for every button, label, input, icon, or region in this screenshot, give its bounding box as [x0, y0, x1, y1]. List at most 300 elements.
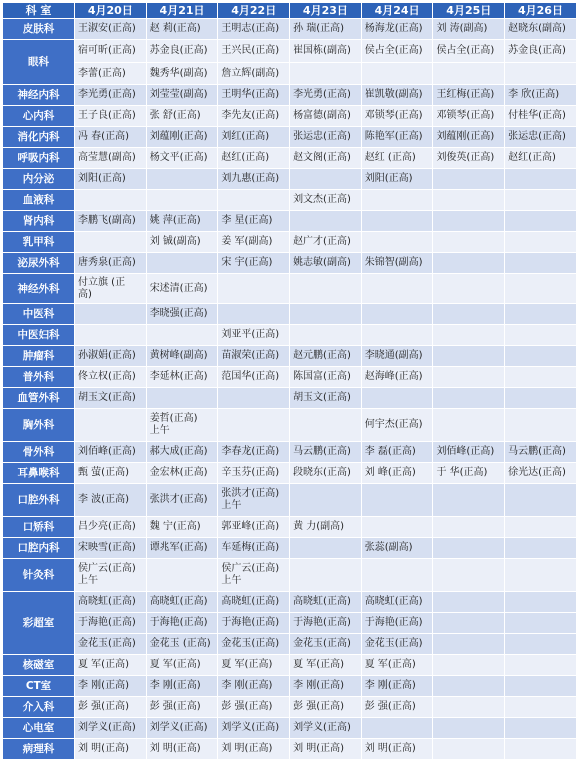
doctor-cell [75, 538, 147, 559]
doctor-cell [146, 613, 218, 634]
doctor-cell [361, 613, 433, 634]
doctor-cell [361, 538, 433, 559]
doctor-cell [505, 655, 577, 676]
doctor-entry: 刘 铖(副高) [149, 236, 201, 247]
doctor-entry: 李晓强(正高) [149, 308, 208, 319]
doctor-cell [75, 148, 147, 169]
doctor-entry: 李春龙(正高) [221, 446, 280, 457]
department-name: 口腔内科 [3, 538, 75, 559]
doctor-cell [290, 655, 362, 676]
doctor-cell [218, 409, 290, 442]
doctor-cell [505, 559, 577, 592]
doctor-entry: 高莹慧(副高) [78, 152, 136, 163]
doctor-entry: 马云鹏(正高) [293, 446, 351, 457]
department-name: 普外科 [3, 367, 75, 388]
doctor-entry: 苏金良(正高) [508, 45, 566, 56]
doctor-cell [505, 19, 577, 40]
doctor-cell [361, 346, 433, 367]
doctor-entry: 金花玉(正高) [221, 638, 280, 649]
doctor-entry: 姜 军(副高) [221, 236, 273, 247]
doctor-cell [146, 676, 218, 697]
doctor-cell [433, 463, 505, 484]
doctor-cell [218, 718, 290, 739]
table-row [3, 463, 577, 484]
doctor-cell [146, 442, 218, 463]
date-header: 4月25日 [433, 3, 505, 19]
department-name: 针灸科 [3, 559, 75, 592]
doctor-cell [433, 484, 505, 517]
doctor-cell [218, 274, 290, 304]
doctor-cell [433, 655, 505, 676]
doctor-cell [218, 253, 290, 274]
doctor-cell [433, 232, 505, 253]
doctor-cell [290, 592, 362, 613]
doctor-cell [290, 325, 362, 346]
doctor-cell [361, 592, 433, 613]
doctor-cell [218, 190, 290, 211]
doctor-cell [146, 19, 218, 40]
doctor-entry: 刘 明(正高) [364, 743, 416, 754]
doctor-cell [75, 63, 147, 85]
table-row [3, 655, 577, 676]
doctor-entry: 朱锦智(副高) [364, 257, 423, 268]
doctor-cell [433, 304, 505, 325]
doctor-entry: 苗淑荣(正高) [221, 350, 280, 361]
doctor-cell [290, 388, 362, 409]
doctor-cell [361, 169, 433, 190]
doctor-cell [290, 409, 362, 442]
doctor-entry: 胡玉文(正高) [293, 392, 351, 403]
doctor-cell [75, 592, 147, 613]
doctor-cell [218, 346, 290, 367]
doctor-cell [290, 346, 362, 367]
department-name: 内分泌 [3, 169, 75, 190]
doctor-entry: 刘学义(正高) [221, 722, 280, 733]
doctor-cell [361, 697, 433, 718]
doctor-entry: 李 欣(正高) [508, 89, 560, 100]
doctor-cell [218, 304, 290, 325]
doctor-cell [218, 19, 290, 40]
doctor-cell [290, 19, 362, 40]
doctor-entry: 夏 军(正高) [364, 659, 416, 670]
doctor-cell [361, 463, 433, 484]
doctor-entry: 王兴民(正高) [221, 45, 280, 56]
doctor-cell [218, 676, 290, 697]
doctor-entry: 刘学义(正高) [78, 722, 136, 733]
doctor-entry: 彭 强(正高) [364, 701, 416, 712]
doctor-entry: 赵 莉(正高) [149, 23, 201, 34]
table-row [3, 325, 577, 346]
doctor-cell [218, 85, 290, 106]
doctor-entry: 杨富德(副高) [293, 110, 351, 121]
table-row [3, 739, 577, 760]
doctor-cell [290, 367, 362, 388]
doctor-cell [146, 367, 218, 388]
doctor-cell [505, 613, 577, 634]
doctor-cell [433, 63, 505, 85]
doctor-cell [505, 63, 577, 85]
doctor-cell [146, 409, 218, 442]
doctor-entry: 崔国栋(副高) [293, 45, 351, 56]
table-row [3, 232, 577, 253]
doctor-cell [146, 148, 218, 169]
doctor-cell [433, 613, 505, 634]
doctor-cell [75, 127, 147, 148]
department-name: 彩超室 [3, 592, 75, 655]
doctor-entry: 彭 强(正高) [293, 701, 345, 712]
doctor-entry: 彭 强(正高) [221, 701, 273, 712]
doctor-entry: 夏 军(正高) [293, 659, 345, 670]
doctor-cell [505, 676, 577, 697]
department-name: 中医妇科 [3, 325, 75, 346]
doctor-cell [218, 442, 290, 463]
doctor-cell [361, 274, 433, 304]
doctor-cell [505, 40, 577, 63]
doctor-cell [146, 346, 218, 367]
doctor-cell [361, 484, 433, 517]
table-row [3, 40, 577, 63]
doctor-cell [218, 517, 290, 538]
doctor-entry: 邓锁琴(正高) [436, 110, 495, 121]
doctor-entry: 刘莹莹(副高) [149, 89, 208, 100]
table-row [3, 697, 577, 718]
doctor-cell [218, 40, 290, 63]
doctor-entry: 陈国富(正高) [293, 371, 351, 382]
doctor-entry: 刘阳(正高) [78, 173, 126, 184]
doctor-cell [361, 634, 433, 655]
doctor-entry: 张运忠(正高) [508, 131, 566, 142]
table-row [3, 613, 577, 634]
doctor-entry: 赵广才(正高) [293, 236, 351, 247]
doctor-entry: 于 华(正高) [436, 467, 488, 478]
doctor-cell [75, 676, 147, 697]
doctor-cell [218, 388, 290, 409]
doctor-cell [290, 253, 362, 274]
doctor-cell [361, 19, 433, 40]
doctor-cell [146, 304, 218, 325]
department-name: 心内科 [3, 106, 75, 127]
doctor-entry: 彭 强(正高) [78, 701, 129, 712]
doctor-entry: 刘佰峰(正高) [436, 446, 495, 457]
doctor-entry: 侯广云(正高) 上午 [78, 563, 136, 586]
doctor-entry: 金花玉 (正高) [149, 638, 211, 649]
doctor-cell [146, 655, 218, 676]
doctor-cell [361, 63, 433, 85]
table-row [3, 538, 577, 559]
doctor-cell [433, 19, 505, 40]
table-row [3, 274, 577, 304]
table-row [3, 127, 577, 148]
department-name: 耳鼻喉科 [3, 463, 75, 484]
department-name: 口腔外科 [3, 484, 75, 517]
doctor-cell [361, 148, 433, 169]
doctor-entry: 辛玉芬(正高) [221, 467, 280, 478]
doctor-cell [505, 325, 577, 346]
doctor-cell [146, 739, 218, 760]
doctor-cell [433, 676, 505, 697]
doctor-entry: 刘亚平(正高) [221, 329, 280, 340]
doctor-entry: 崔凯敬(副高) [364, 89, 423, 100]
doctor-entry: 赵晓东(副高) [508, 23, 566, 34]
doctor-cell [75, 517, 147, 538]
doctor-cell [218, 739, 290, 760]
doctor-cell [146, 274, 218, 304]
doctor-cell [75, 388, 147, 409]
doctor-cell [290, 304, 362, 325]
table-row [3, 409, 577, 442]
date-header: 4月22日 [218, 3, 290, 19]
doctor-cell [146, 325, 218, 346]
department-name: 泌尿外科 [3, 253, 75, 274]
doctor-entry: 张洪才(正高) 上午 [221, 488, 280, 511]
doctor-cell [146, 211, 218, 232]
doctor-entry: 李 波(正高) [78, 494, 129, 505]
header-row [3, 3, 577, 19]
doctor-cell [75, 655, 147, 676]
doctor-cell [290, 676, 362, 697]
doctor-entry: 苏金良(正高) [149, 45, 208, 56]
doctor-entry: 刘阳(正高) [364, 173, 413, 184]
doctor-cell [433, 40, 505, 63]
department-name: 血液科 [3, 190, 75, 211]
doctor-entry: 姚 萍(正高) [149, 215, 201, 226]
doctor-cell [361, 676, 433, 697]
doctor-cell [433, 367, 505, 388]
table-row [3, 106, 577, 127]
doctor-entry: 金花玉(正高) [364, 638, 423, 649]
doctor-cell [218, 169, 290, 190]
doctor-entry: 刘佰峰(正高) [78, 446, 136, 457]
doctor-entry: 刘蕴刚(正高) [436, 131, 495, 142]
department-name: 眼科 [3, 40, 75, 85]
doctor-cell [75, 304, 147, 325]
doctor-cell [433, 190, 505, 211]
doctor-cell [505, 538, 577, 559]
doctor-cell [290, 274, 362, 304]
doctor-cell [505, 463, 577, 484]
doctor-cell [75, 346, 147, 367]
doctor-cell [433, 442, 505, 463]
doctor-entry: 杨文平(正高) [149, 152, 208, 163]
department-name: 肾内科 [3, 211, 75, 232]
doctor-entry: 宋映雪(正高) [78, 542, 136, 553]
table-row [3, 484, 577, 517]
doctor-entry: 李晓通(副高) [364, 350, 423, 361]
dept-header: 科 室 [3, 3, 75, 19]
department-name: 皮肤科 [3, 19, 75, 40]
doctor-cell [75, 190, 147, 211]
department-name: 神经内科 [3, 85, 75, 106]
doctor-cell [361, 304, 433, 325]
doctor-cell [146, 40, 218, 63]
schedule-body [3, 19, 577, 760]
doctor-entry: 李光勇(正高) [78, 89, 136, 100]
doctor-cell [505, 718, 577, 739]
doctor-entry: 李延林(正高) [149, 371, 208, 382]
doctor-entry: 于海艳(正高) [221, 617, 280, 628]
doctor-cell [433, 253, 505, 274]
doctor-entry: 刘学义(正高) [293, 722, 351, 733]
doctor-cell [75, 40, 147, 63]
doctor-cell [290, 148, 362, 169]
doctor-entry: 夏 军(正高) [78, 659, 129, 670]
doctor-cell [75, 718, 147, 739]
doctor-cell [146, 718, 218, 739]
doctor-cell [290, 484, 362, 517]
date-header: 4月20日 [75, 3, 147, 19]
doctor-cell [218, 697, 290, 718]
doctor-cell [361, 190, 433, 211]
doctor-cell [433, 325, 505, 346]
doctor-entry: 李蕾(正高) [78, 67, 126, 79]
doctor-entry: 冯 春(正高) [78, 131, 129, 142]
doctor-cell [218, 613, 290, 634]
department-name: 心电室 [3, 718, 75, 739]
doctor-entry: 孙 瑞(正高) [293, 23, 345, 34]
doctor-cell [505, 442, 577, 463]
doctor-cell [75, 253, 147, 274]
doctor-entry: 王明华(正高) [221, 89, 280, 100]
doctor-entry: 段晓东(正高) [293, 467, 351, 478]
doctor-entry: 赵文阁(正高) [293, 152, 351, 163]
department-name: 消化内科 [3, 127, 75, 148]
doctor-entry: 姜哲(正高) 上午 [149, 413, 198, 436]
doctor-cell [290, 697, 362, 718]
doctor-entry: 付立旗 (正 高) [78, 276, 126, 300]
doctor-cell [361, 388, 433, 409]
doctor-cell [75, 409, 147, 442]
doctor-cell [433, 211, 505, 232]
doctor-entry: 张蕊(副高) [364, 542, 413, 553]
doctor-entry: 陈艳军(正高) [364, 131, 423, 142]
doctor-cell [433, 739, 505, 760]
doctor-entry: 宿可昕(正高) [78, 45, 136, 56]
doctor-cell [146, 253, 218, 274]
doctor-entry: 李 刚(正高) [149, 680, 201, 691]
doctor-cell [505, 232, 577, 253]
doctor-entry: 赵红(正高) [508, 152, 556, 163]
doctor-cell [505, 106, 577, 127]
doctor-entry: 黄 力(副高) [293, 521, 345, 532]
doctor-cell [505, 304, 577, 325]
doctor-entry: 于海艳(正高) [78, 617, 136, 628]
doctor-cell [433, 169, 505, 190]
department-name: 病理科 [3, 739, 75, 760]
doctor-entry: 金宏林(正高) [149, 467, 208, 478]
doctor-entry: 邓锁琴(正高) [364, 110, 423, 121]
doctor-cell [505, 634, 577, 655]
doctor-cell [433, 106, 505, 127]
table-row [3, 592, 577, 613]
doctor-cell [146, 127, 218, 148]
doctor-cell [361, 409, 433, 442]
doctor-cell [290, 739, 362, 760]
doctor-cell [75, 463, 147, 484]
doctor-cell [75, 634, 147, 655]
table-row [3, 19, 577, 40]
doctor-cell [146, 592, 218, 613]
doctor-entry: 付桂华(正高) [508, 110, 566, 121]
doctor-cell [218, 325, 290, 346]
doctor-cell [361, 655, 433, 676]
doctor-entry: 刘 明(正高) [221, 743, 273, 754]
department-name: CT室 [3, 676, 75, 697]
doctor-cell [218, 592, 290, 613]
doctor-entry: 宋述清(正高) [149, 282, 208, 294]
doctor-cell [505, 739, 577, 760]
doctor-cell [290, 190, 362, 211]
doctor-cell [75, 232, 147, 253]
doctor-entry: 郭亚峰(正高) [221, 521, 280, 532]
doctor-cell [75, 169, 147, 190]
doctor-entry: 何宇杰(正高) [364, 419, 423, 430]
doctor-cell [505, 484, 577, 517]
doctor-cell [505, 169, 577, 190]
doctor-entry: 于海艳(正高) [364, 617, 423, 628]
doctor-cell [433, 148, 505, 169]
doctor-entry: 夏 军(正高) [221, 659, 273, 670]
doctor-cell [218, 106, 290, 127]
doctor-cell [290, 613, 362, 634]
doctor-cell [218, 232, 290, 253]
table-row [3, 388, 577, 409]
doctor-entry: 刘学义(正高) [149, 722, 208, 733]
doctor-entry: 马云鹏(正高) [508, 446, 566, 457]
table-row [3, 85, 577, 106]
doctor-entry: 金花玉(正高) [293, 638, 351, 649]
doctor-cell [218, 211, 290, 232]
doctor-entry: 詹立辉(副高) [221, 67, 280, 79]
doctor-cell [75, 484, 147, 517]
doctor-cell [361, 367, 433, 388]
doctor-cell [433, 517, 505, 538]
doctor-entry: 范国华(正高) [221, 371, 280, 382]
doctor-cell [361, 325, 433, 346]
doctor-cell [75, 325, 147, 346]
doctor-entry: 王淑安(正高) [78, 23, 136, 34]
doctor-cell [146, 538, 218, 559]
doctor-entry: 唐秀泉(正高) [78, 257, 136, 268]
doctor-cell [146, 63, 218, 85]
doctor-entry: 甄 萤(正高) [78, 467, 129, 478]
table-row [3, 634, 577, 655]
doctor-cell [290, 127, 362, 148]
doctor-cell [433, 634, 505, 655]
table-row [3, 517, 577, 538]
doctor-entry: 吕少亮(正高) [78, 521, 136, 532]
doctor-entry: 于海艳(正高) [293, 617, 351, 628]
doctor-cell [218, 63, 290, 85]
doctor-entry: 金花玉(正高) [78, 638, 136, 649]
table-row [3, 718, 577, 739]
department-name: 骨外科 [3, 442, 75, 463]
doctor-entry: 张洪才(正高) [149, 494, 208, 505]
doctor-cell [290, 106, 362, 127]
table-row [3, 346, 577, 367]
doctor-cell [505, 346, 577, 367]
doctor-entry: 杨海龙(正高) [364, 23, 423, 34]
doctor-entry: 侯广云(正高) 上午 [221, 563, 280, 586]
doctor-entry: 刘蕴刚(正高) [149, 131, 208, 142]
doctor-entry: 魏秀华(副高) [149, 67, 208, 79]
doctor-entry: 黄树峰(副高) [149, 350, 208, 361]
table-row [3, 148, 577, 169]
doctor-cell [361, 232, 433, 253]
doctor-entry: 高晓虹(正高) [364, 596, 423, 607]
doctor-entry: 姚志敏(副高) [293, 257, 351, 268]
doctor-cell [433, 718, 505, 739]
doctor-entry: 侯占全(正高) [436, 45, 495, 56]
